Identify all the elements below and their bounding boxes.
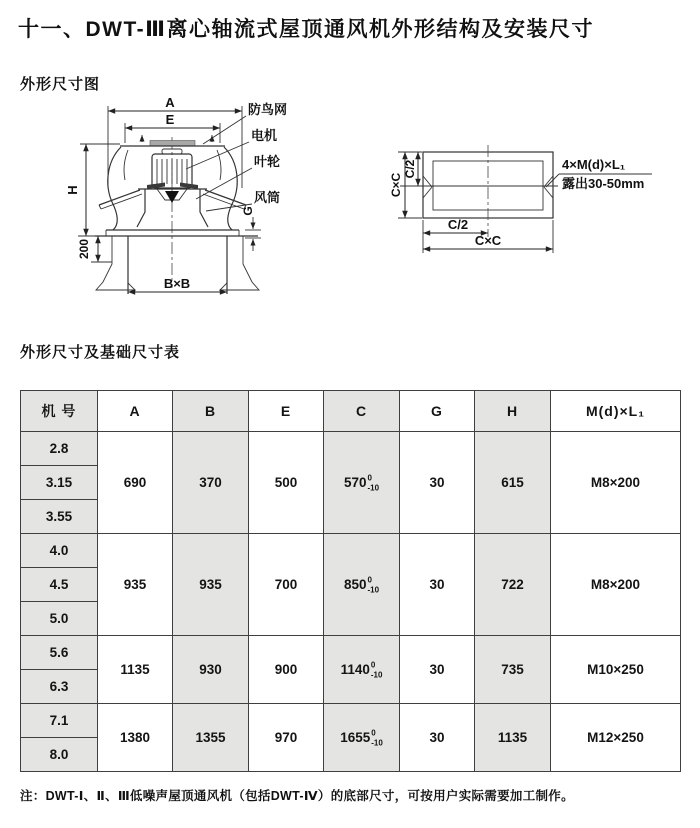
col-header-m: M(d)×L₁ [551, 391, 681, 432]
cell-model: 6.3 [21, 670, 98, 704]
cell-h: 722 [475, 534, 551, 636]
cell-a: 1380 [98, 704, 173, 772]
cell-g: 30 [400, 534, 475, 636]
section-title-dimension-table: 外形尺寸及基础尺寸表 [20, 344, 181, 361]
fan-housing-right [224, 147, 237, 202]
part-label-motor: 电机 [251, 128, 278, 143]
cell-model: 4.0 [21, 534, 98, 568]
cell-model: 5.6 [21, 636, 98, 670]
cell-h: 1135 [475, 704, 551, 772]
cell-c: 850 0 -10 [324, 534, 400, 636]
dim-label-cxc-bottom: C×C [474, 233, 502, 248]
dim-label-c2-bottom: C/2 [447, 217, 469, 232]
dim-label-c2-left: C/2 [403, 159, 417, 179]
cell-g: 30 [400, 636, 475, 704]
page-title: 十一、DWT-Ⅲ离心轴流式屋顶通风机外形结构及安装尺寸 [18, 18, 594, 41]
cell-b: 370 [173, 432, 249, 534]
cell-model: 3.55 [21, 500, 98, 534]
motor-fins [157, 159, 187, 184]
foundation-left [96, 236, 135, 290]
cell-b: 930 [173, 636, 249, 704]
cell-e: 700 [249, 534, 324, 636]
dim-label-cxc-left: C×C [389, 172, 403, 198]
table-row [21, 534, 681, 568]
cell-c: 570 0 -10 [324, 432, 400, 534]
table-row [21, 636, 681, 670]
table-row [21, 704, 681, 738]
fan-cross-section-drawing [65, 95, 287, 294]
cell-model: 3.15 [21, 466, 98, 500]
cell-e: 500 [249, 432, 324, 534]
cell-e: 970 [249, 704, 324, 772]
col-header-b: B [173, 391, 249, 432]
flow-arrow-down [165, 191, 179, 203]
cell-g: 30 [400, 704, 475, 772]
cell-m: M12×250 [551, 704, 681, 772]
fan-housing-left [108, 147, 121, 202]
cell-m: M10×250 [551, 636, 681, 704]
bolt-spec-label: 4×M(d)×L₁ [562, 157, 626, 172]
dim-label-e: E [165, 112, 175, 127]
dim-label-h: H [65, 185, 80, 195]
base-plan-drawing [389, 145, 652, 253]
cell-c: 1655 0 -10 [324, 704, 400, 772]
cell-a: 935 [98, 534, 173, 636]
footnote: 注：DWT-Ⅰ、Ⅱ、Ⅲ低噪声屋顶通风机（包括DWT-Ⅳ）的底部尺寸，可按用户实际需要加工制作。 [20, 789, 574, 803]
col-header-c: C [324, 391, 400, 432]
col-header-e: E [249, 391, 324, 432]
cell-b: 935 [173, 534, 249, 636]
cell-m: M8×200 [551, 432, 681, 534]
cell-model: 5.0 [21, 602, 98, 636]
col-header-g: G [400, 391, 475, 432]
cell-model: 2.8 [21, 432, 98, 466]
cell-model: 7.1 [21, 704, 98, 738]
dim-label-bxb: B×B [163, 276, 191, 291]
section-title-dimension-diagram: 外形尺寸图 [20, 76, 101, 93]
part-label-impeller: 叶轮 [254, 154, 281, 169]
part-label-bird-net: 防鸟网 [248, 102, 288, 117]
cell-b: 1355 [173, 704, 249, 772]
cell-model: 4.5 [21, 568, 98, 602]
dim-label-g: G [241, 206, 255, 216]
cell-a: 690 [98, 432, 173, 534]
col-header-h: H [475, 391, 551, 432]
cell-g: 30 [400, 432, 475, 534]
col-header-model: 机 号 [21, 391, 98, 432]
cell-h: 615 [475, 432, 551, 534]
part-label-duct: 风筒 [254, 190, 281, 205]
bird-net-strip [150, 141, 195, 147]
table-row [21, 432, 681, 466]
dimension-diagrams [0, 95, 700, 315]
cell-c: 1140 0 -10 [324, 636, 400, 704]
cell-h: 735 [475, 636, 551, 704]
cell-model: 8.0 [21, 738, 98, 772]
cell-m: M8×200 [551, 534, 681, 636]
cell-e: 900 [249, 636, 324, 704]
bolt-protrude-label: 露出30-50mm [562, 176, 645, 191]
col-header-a: A [98, 391, 173, 432]
dimension-table [20, 390, 681, 772]
dim-label-a: A [165, 95, 175, 110]
dim-label-200: 200 [77, 238, 91, 260]
table-header-row [21, 391, 681, 432]
cell-a: 1135 [98, 636, 173, 704]
